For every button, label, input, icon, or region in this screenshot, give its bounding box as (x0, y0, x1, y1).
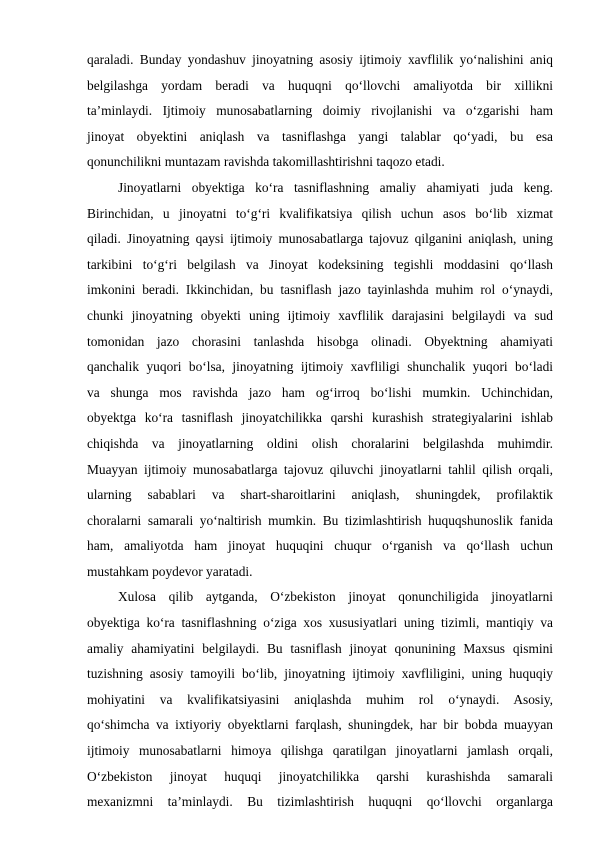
text-line: mustahkam poydevor yaratadi. (87, 563, 253, 579)
text-line: Xulosa qilib aytganda, O‘zbekiston jinoyat qonunchiligida jinoyatlarni (118, 589, 553, 605)
text-line: Jinoyatlarni obyektiga ko‘ra tasniflashning amaliy ahamiyati juda keng. (118, 179, 553, 195)
text-line: va shunga mos ravishda jazo ham og‘irroq bo‘lishi mumkin. Uchinchidan, (87, 384, 553, 400)
text-line: taʼminlaydi. Ijtimoiy munosabatlarning doimiy rivojlanishi va o‘zgarishi ham (87, 103, 553, 119)
text-line: O‘zbekiston jinoyat huquqi jinoyatchilikka qarshi kurashishda samarali (87, 768, 553, 784)
text-line: qanchalik yuqori bo‘lsa, jinoyatning ijtimoiy xavfliligi shunchalik yuqori bo‘ladi (87, 359, 553, 375)
text-line: obyektiga ko‘ra tasniflashning o‘ziga xos xususiyatlari uning tizimli, mantiqiy va (87, 615, 553, 631)
paragraph-1 (87, 47, 553, 175)
text-line: qo‘shimcha va ixtiyoriy obyektlarni farqlash, shuningdek, har bir bobda muayyan (87, 717, 553, 733)
text-line: tomonidan jazo chorasini tanlashda hisobga olinadi. Obyektning ahamiyati (87, 333, 553, 349)
text-line: tuzishning asosiy tamoyili bo‘lib, jinoyatning ijtimoiy xavfliligini, uning huquqiy (87, 666, 553, 682)
text-line: belgilashga yordam beradi va huquqni qo‘llovchi amaliyotda bir xillikni (87, 77, 553, 93)
text-line: mohiyatini va kvalifikatsiyasini aniqlashda muhim rol o‘ynaydi. Asosiy, (87, 691, 553, 707)
text-line: jinoyat obyektini aniqlash va tasniflashga yangi talablar qo‘yadi, bu esa (87, 128, 553, 144)
text-line: Birinchidan, u jinoyatni to‘g‘ri kvalifikatsiya qilish uchun asos bo‘lib xizmat (87, 205, 553, 221)
text-line: chunki jinoyatning obyekti uning ijtimoiy xavflilik darajasini belgilaydi va sud (87, 307, 553, 323)
text-line: tarkibini to‘g‘ri belgilash va Jinoyat kodeksining tegishli moddasini qo‘llash (87, 256, 553, 272)
text-line: qiladi. Jinoyatning qaysi ijtimoiy munosabatlarga tajovuz qilganini aniqlash, uning (87, 231, 553, 247)
text-line: imkonini beradi. Ikkinchidan, bu tasniflash jazo tayinlashda muhim rol o‘ynaydi, (87, 282, 553, 298)
text-line: ham, amaliyotda ham jinoyat huquqini chuqur o‘rganish va qo‘llash uchun (87, 538, 553, 554)
text-line: amaliy ahamiyatini belgilaydi. Bu tasniflash jinoyat qonunining Maxsus qismini (87, 640, 553, 656)
text-line: mexanizmni taʼminlaydi. Bu tizimlashtirish huquqni qo‘llovchi organlarga (87, 794, 553, 810)
text-line: choralarni samarali yo‘naltirish mumkin. Bu tizimlashtirish huquqshunoslik fanida (87, 512, 553, 528)
paragraph-2 (87, 175, 553, 585)
text-line: ularning sabablari va shart-sharoitlarini aniqlash, shuningdek, profilaktik (87, 487, 553, 503)
text-line: qonunchilikni muntazam ravishda takomillashtirishni taqozo etadi. (87, 154, 445, 170)
document-page (87, 47, 553, 815)
text-line: qaraladi. Bunday yondashuv jinoyatning asosiy ijtimoiy xavflilik yo‘nalishini aniq (87, 52, 553, 67)
paragraph-3 (87, 584, 553, 814)
text-line: Muayyan ijtimoiy munosabatlarga tajovuz qiluvchi jinoyatlarni tahlil qilish orqali, (87, 461, 553, 477)
text-line: ijtimoiy munosabatlarni himoya qilishga qaratilgan jinoyatlarni jamlash orqali, (87, 743, 553, 759)
text-line: chiqishda va jinoyatlarning oldini olish choralarini belgilashda muhimdir. (87, 435, 553, 451)
text-line: obyektga ko‘ra tasniflash jinoyatchilikka qarshi kurashish strategiyalarini ishlab (87, 410, 553, 426)
